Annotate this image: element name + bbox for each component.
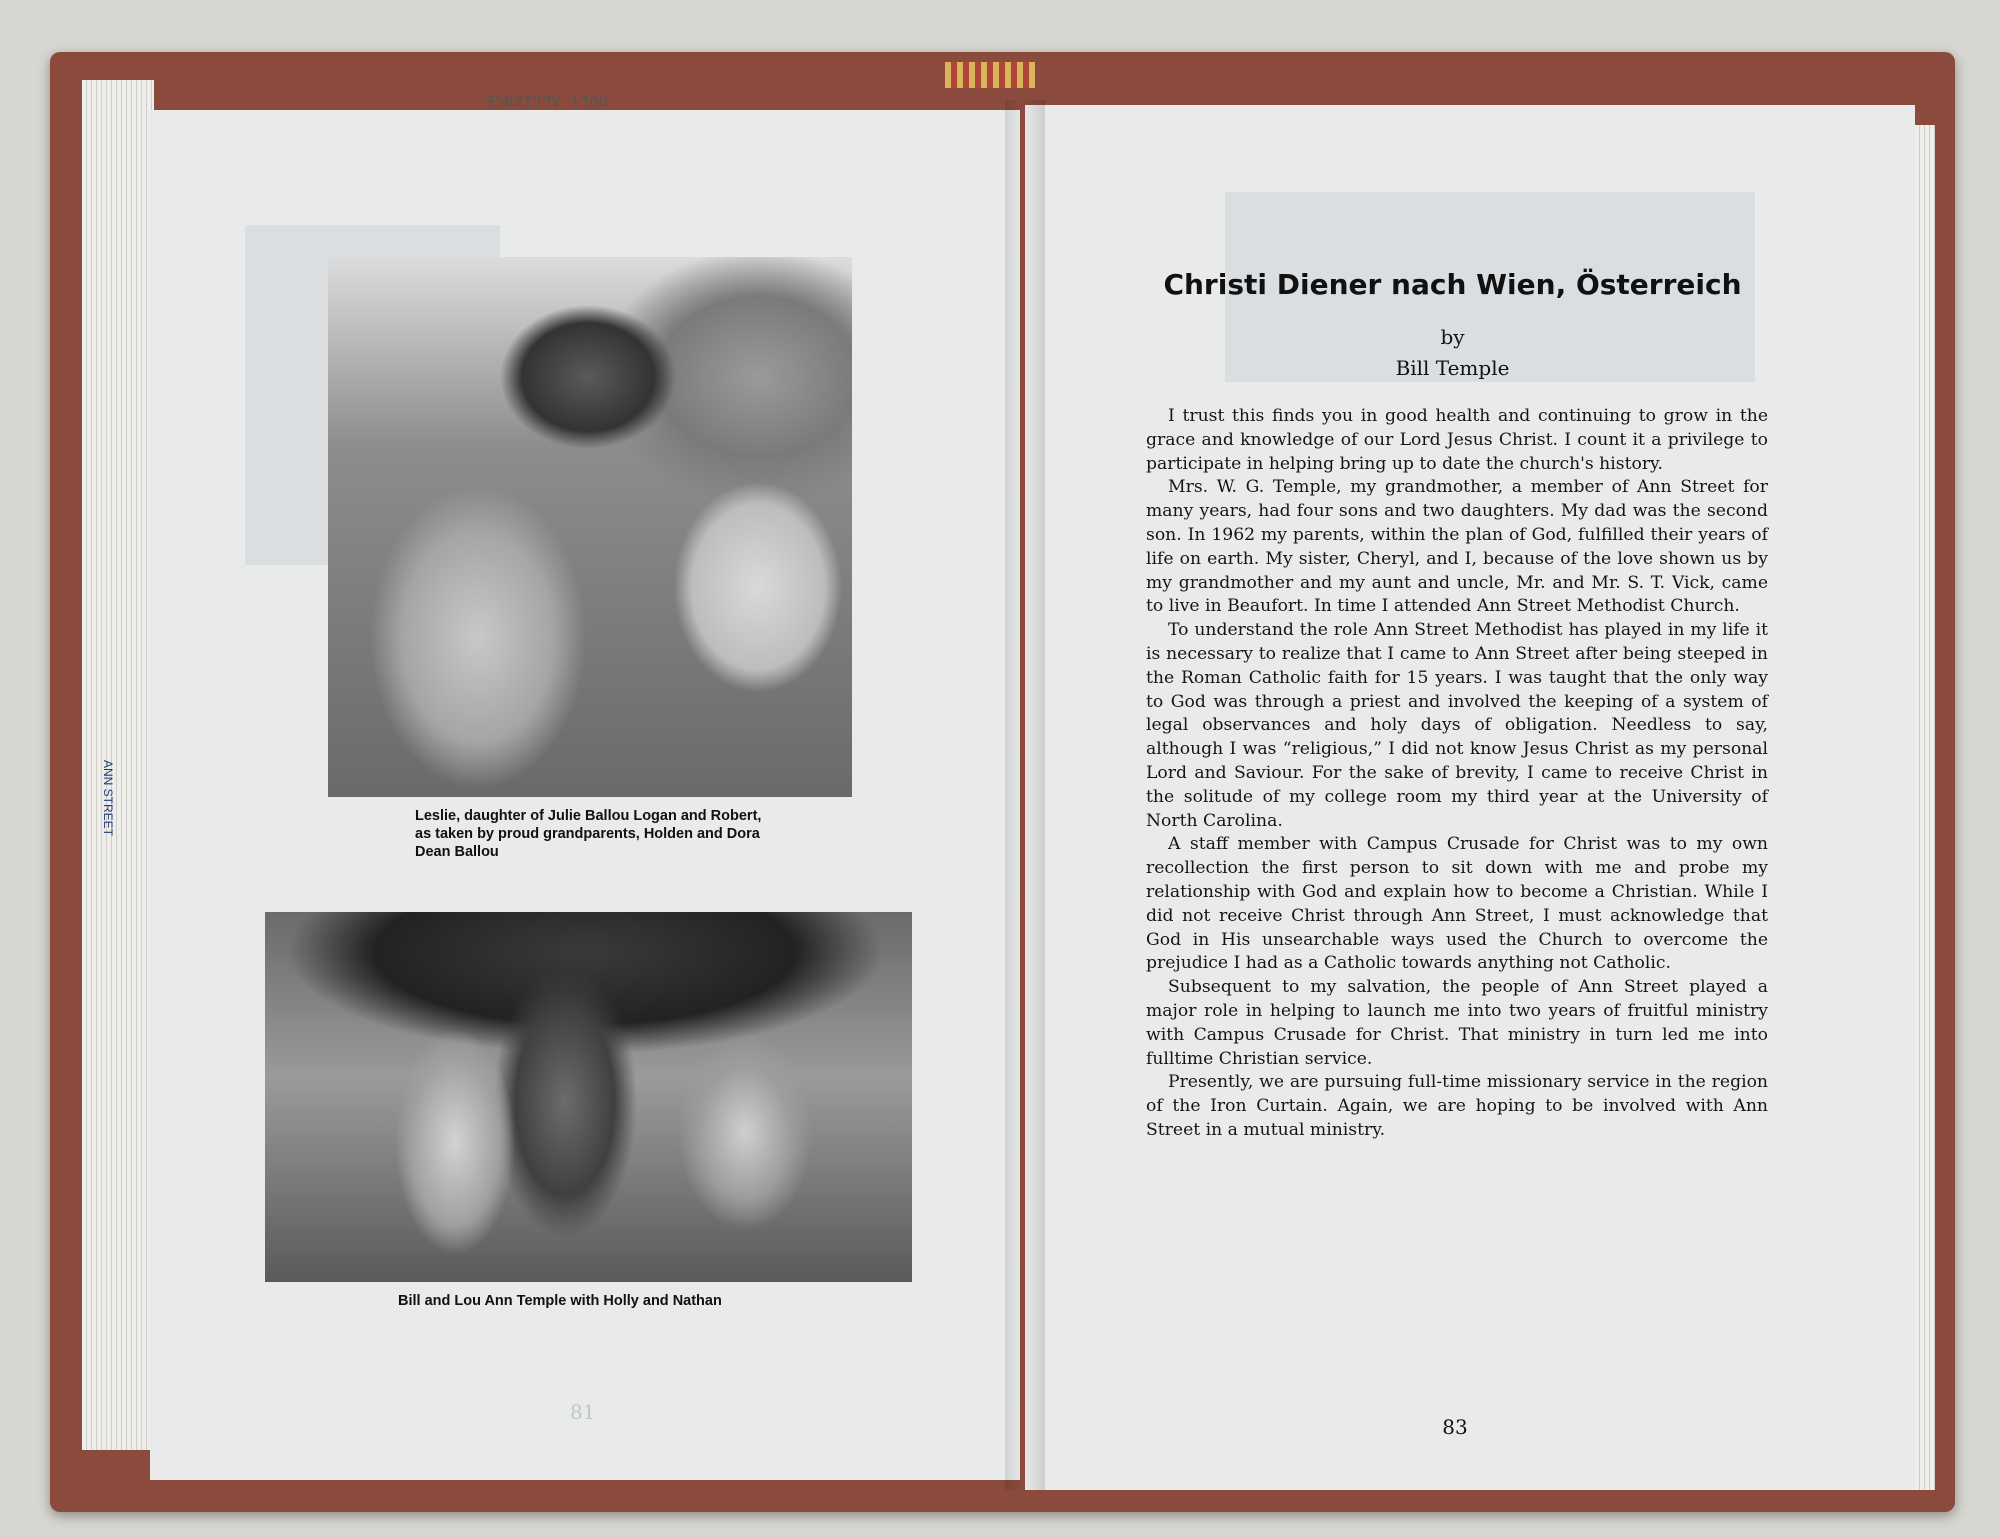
running-head: HOLY ALLIANCE [485, 92, 608, 108]
article-paragraph: I trust this finds you in good health and continuing to grow in the grace and knowledge of our Lord Jesus Christ. I count it a privilege to participate in helping bring up to date the church's history. [1146, 406, 1768, 474]
article-paragraph: To understand the role Ann Street Methodist has played in my life it is necessary to realize that I came to Ann Street after being steeped in the Roman Catholic faith for 15 years. I was taught that the only way to God was through a priest and involved the keeping of a system of legal observances and holy days of obligation. Needless to say, although I was “religious,” I did not know Jesus Christ as my personal Lord and Saviour. For the sake of brevity, I came to receive Christ in the solitude of my college room my third year at the University of North Carolina. [1146, 620, 1768, 831]
byline-author: Bill Temple [1395, 356, 1510, 380]
article-paragraph: Presently, we are pursuing full-time missionary service in the region of the Iron Curtain. Again, we are hoping to be involved with Ann Street in a mutual ministry. [1146, 1072, 1768, 1140]
byline-label: by [1440, 325, 1465, 349]
article-paragraph: Mrs. W. G. Temple, my grandmother, a member of Ann Street for many years, had four sons and two daughters. My dad was the second son. In 1962 my parents, within the plan of God, fulfilled their years of life on earth. My sister, Cheryl, and I, because of the love shown us by my grandmother and my aunt and uncle, Mr. and Mr. S. T. Vick, came to live in Beaufort. In time I attended Ann Street Methodist Church. [1146, 477, 1768, 617]
left-page-edges [82, 80, 154, 1450]
family-photo-temple [265, 912, 912, 1282]
article-title: Christi Diener nach Wien, Österreich [1163, 268, 1742, 301]
book-gutter [1005, 100, 1045, 1490]
spine-stamp: ANN STREET [101, 760, 115, 837]
family-photo-leslie [328, 257, 852, 797]
article-body [1146, 405, 1768, 1143]
photo2-caption: Bill and Lou Ann Temple with Holly and Nathan [398, 1293, 722, 1309]
photo1-caption: Leslie, daughter of Julie Ballou Logan and Robert, as taken by proud grandparents, Holden and Dora Dean Ballou [415, 808, 762, 860]
book-headband [945, 62, 1035, 88]
page-number: 83 [1442, 1415, 1468, 1439]
ghost-page-number: 81 [570, 1400, 596, 1424]
article-paragraph: A staff member with Campus Crusade for Christ was to my own recollection the first person to sit down with me and probe my relationship with God and explain how to become a Christian. While I did not receive Christ through Ann Street, I must acknowledge that God in His unsearchable ways used the Church to overcome the prejudice I had as a Catholic towards anything not Catholic. [1146, 834, 1768, 974]
article-paragraph: Subsequent to my salvation, the people of Ann Street played a major role in helping to launch me into two years of fruitful ministry with Campus Crusade for Christ. That ministry in turn led me into fulltime Christian service. [1146, 977, 1768, 1069]
